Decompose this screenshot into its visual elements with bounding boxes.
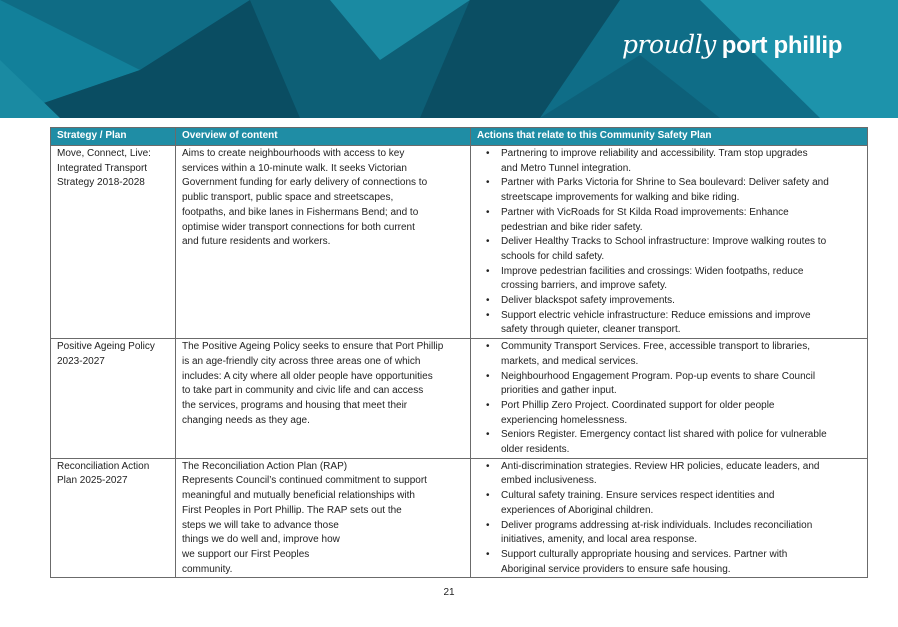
brand-bold-text: port phillip [721, 32, 843, 59]
actions-list [477, 147, 861, 338]
overview-line: meaningful and mutually beneficial relationships with [182, 490, 415, 502]
overview-line: optimise wider transport connections for both current [182, 221, 415, 233]
overview-line: is an age-friendly city across three areas one of which [182, 355, 421, 367]
overview-line: The Reconciliation Action Plan (RAP) [182, 460, 348, 472]
action-line: • Partnering to improve reliability and accessibility. Tram stop upgrades [501, 148, 808, 159]
column-header-actions: Actions that relate to this Community Safety Plan [471, 128, 868, 146]
overview-line: Represents Council’s continued commitment to support [182, 475, 427, 487]
action-line: priorities and gather input. [501, 385, 617, 397]
action-line: schools for child safety. [501, 250, 605, 262]
overview-line: Aims to create neighbourhoods with access to key [182, 148, 405, 159]
overview-cell [176, 146, 471, 339]
overview-line: Government funding for early delivery of connections to [182, 177, 428, 189]
header-banner [0, 0, 898, 118]
actions-list [477, 340, 861, 458]
action-item [477, 235, 861, 264]
overview-line: The Positive Ageing Policy seeks to ensure that Port Phillip [182, 341, 444, 353]
overview-line: community. [182, 563, 233, 575]
action-item [477, 294, 861, 309]
page-number: 21 [443, 587, 455, 598]
overview-line: the services, programs and housing that meet their [182, 399, 408, 411]
column-header-strategy: Strategy / Plan [51, 128, 176, 146]
strategy-line: Positive Ageing Policy [57, 341, 155, 353]
overview-line: changing needs as they age. [182, 414, 310, 426]
action-line: embed inclusiveness. [501, 475, 597, 487]
action-line: older residents. [501, 444, 570, 456]
action-line: markets, and medical services. [501, 355, 639, 367]
action-item [477, 265, 861, 294]
action-line: • Partner with Parks Victoria for Shrine to Sea boulevard: Deliver safety and [501, 177, 829, 189]
overview-line: steps we will take to advance those [182, 519, 339, 531]
action-line: • Deliver Healthy Tracks to School infrastructure: Improve walking routes to [501, 236, 827, 248]
overview-line: things we do well and, improve how [182, 534, 340, 546]
action-item [477, 519, 861, 548]
action-line: initiatives, amenity, and local area response. [501, 534, 698, 546]
table-row [51, 146, 868, 339]
brand-logo [622, 30, 842, 74]
action-item [477, 309, 861, 338]
actions-cell [471, 339, 868, 459]
action-item [477, 176, 861, 205]
action-item [477, 399, 861, 428]
overview-line: and future residents and workers. [182, 236, 331, 248]
action-line: • Deliver programs addressing at-risk individuals. Includes reconciliation [501, 519, 813, 531]
action-line: • Partner with VicRoads for St Kilda Road improvements: Enhance [501, 206, 789, 218]
action-item [477, 206, 861, 235]
strategy-line: Reconciliation Action [57, 460, 150, 472]
strategy-line: Integrated Transport [57, 162, 148, 174]
table-row [51, 458, 868, 578]
overview-line: public transport, public space and streetscapes, [182, 192, 394, 204]
action-item [477, 147, 861, 176]
column-header-overview: Overview of content [176, 128, 471, 146]
brand-script-text: proudly [622, 30, 716, 59]
actions-cell [471, 146, 868, 339]
strategy-line: Move, Connect, Live: [57, 148, 151, 159]
action-line: experiencing homelessness. [501, 414, 628, 426]
action-line: • Seniors Register. Emergency contact list shared with police for vulnerable [501, 429, 827, 441]
strategy-line: 2023-2027 [57, 355, 105, 367]
action-item [477, 460, 861, 489]
overview-line: includes: A city where all older people have opportunities [182, 370, 433, 382]
action-line: • Deliver blackspot safety improvements. [501, 295, 675, 307]
overview-line: to take part in community and civic life and can access [182, 385, 424, 397]
action-item [477, 340, 861, 369]
strategy-line: Strategy 2018-2028 [57, 177, 145, 189]
actions-list [477, 460, 861, 578]
strategy-table [50, 127, 868, 578]
overview-line: we support our First Peoples [182, 548, 310, 560]
action-line: • Cultural safety training. Ensure services respect identities and [501, 490, 775, 502]
action-line: and Metro Tunnel integration. [501, 162, 632, 174]
overview-line: footpaths, and bike lanes in Fishermans Bend; and to [182, 206, 419, 218]
action-line: streetscape improvements for walking and bike riding. [501, 192, 740, 204]
overview-line: services within a 10-minute walk. It seeks Victorian [182, 162, 407, 174]
action-item [477, 548, 861, 577]
action-line: • Neighbourhood Engagement Program. Pop-up events to share Council [501, 370, 816, 382]
action-line: pedestrian and bike rider safety. [501, 221, 643, 233]
overview-line: First Peoples in Port Phillip. The RAP sets out the [182, 504, 402, 516]
action-item [477, 370, 861, 399]
action-line: • Support electric vehicle infrastructure: Reduce emissions and improve [501, 309, 811, 321]
table-row [51, 339, 868, 459]
strategy-cell [51, 146, 176, 339]
actions-cell [471, 458, 868, 578]
strategy-line: Plan 2025-2027 [57, 475, 128, 487]
action-line: Aboriginal service providers to ensure safe housing. [501, 563, 731, 575]
action-line: • Support culturally appropriate housing and services. Partner with [501, 548, 788, 560]
action-line: crossing barriers, and improve safety. [501, 280, 667, 292]
action-line: • Anti-discrimination strategies. Review HR policies, educate leaders, and [501, 460, 820, 472]
action-line: • Community Transport Services. Free, accessible transport to libraries, [501, 341, 810, 353]
action-item [477, 428, 861, 457]
strategy-cell [51, 339, 176, 459]
action-line: • Port Phillip Zero Project. Coordinated support for older people [501, 399, 775, 411]
overview-cell [176, 458, 471, 578]
action-line: safety through quieter, cleaner transport. [501, 324, 681, 336]
table-header-row [51, 128, 868, 146]
action-line: • Improve pedestrian facilities and crossings: Widen footpaths, reduce [501, 265, 804, 277]
overview-cell [176, 339, 471, 459]
action-item [477, 489, 861, 518]
strategy-cell [51, 458, 176, 578]
action-line: experiences of Aboriginal children. [501, 504, 654, 516]
